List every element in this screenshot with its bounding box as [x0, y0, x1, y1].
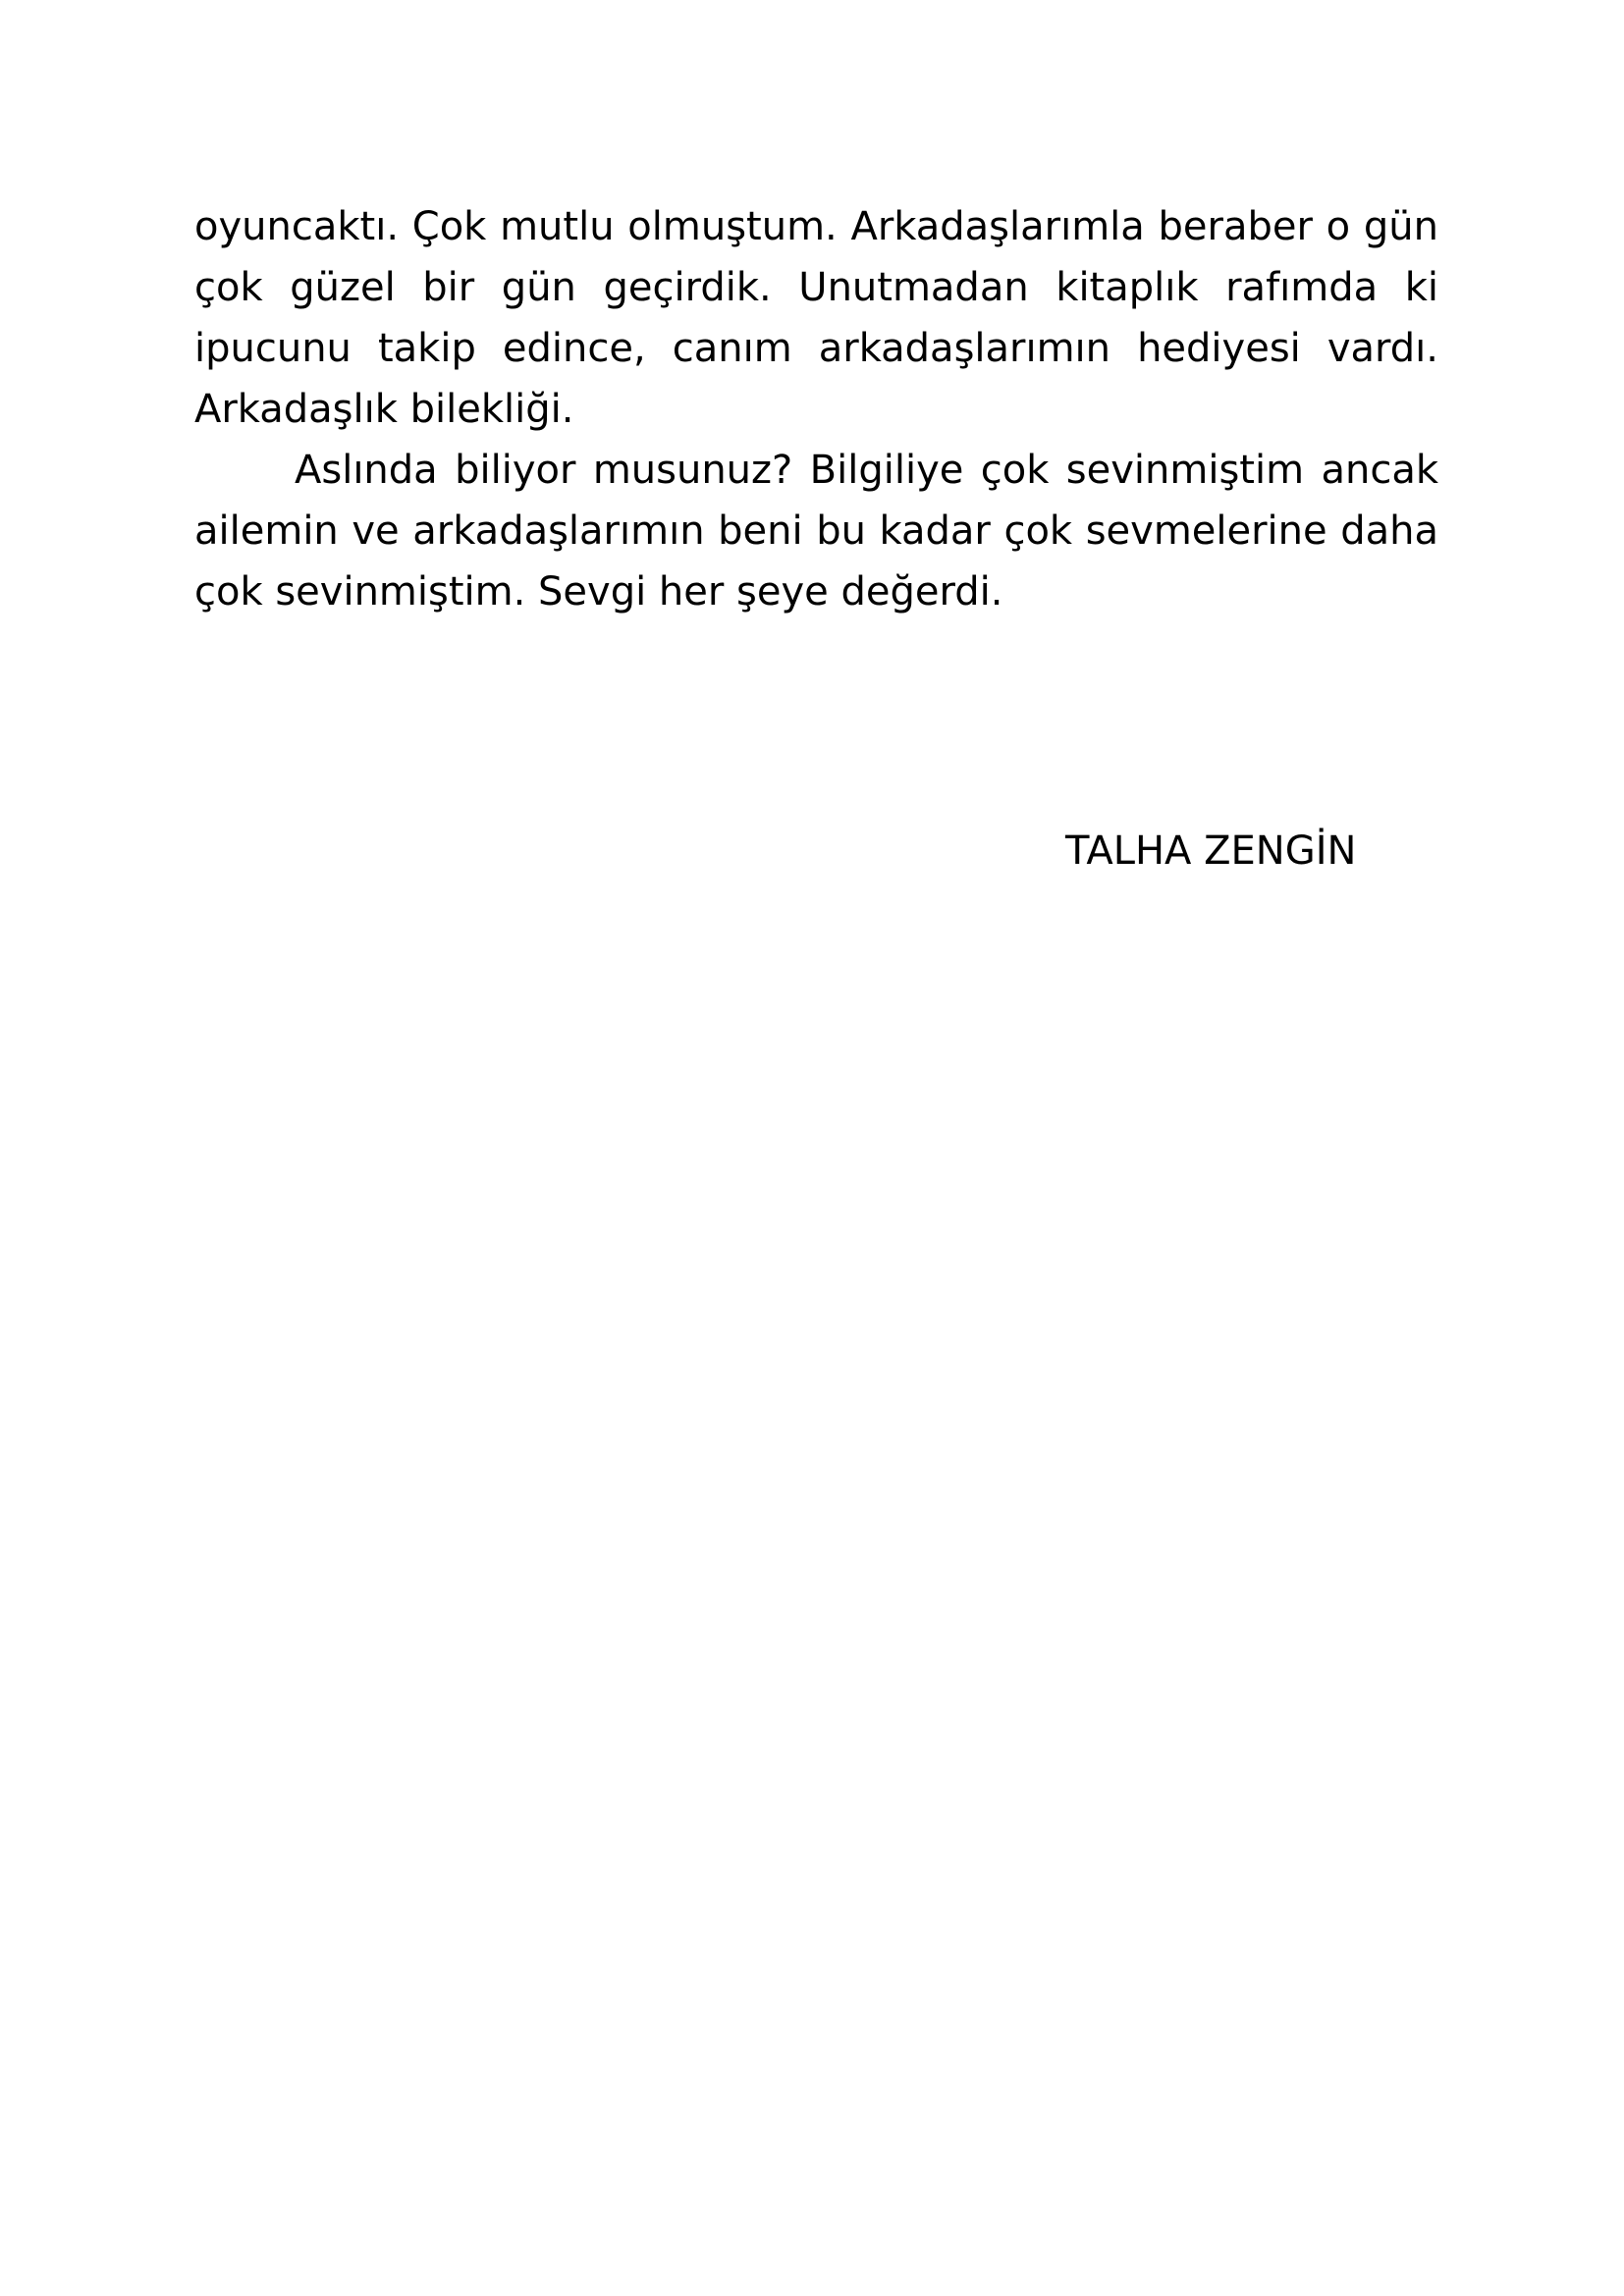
author-signature: TALHA ZENGİN — [1065, 828, 1357, 874]
paragraph-continuation: oyuncaktı. Çok mutlu olmuştum. Arkadaşlarımla beraber o gün çok güzel bir gün geçirdik. Unutmadan kitaplık rafımda ki ipucunu takip edince, canım arkadaşlarımın hediyesi vardı. Arkadaşlık bilekliği. — [194, 204, 1438, 432]
paragraph-closing: Aslında biliyor musunuz? Bilgiliye çok sevinmiştim ancak ailemin ve arkadaşlarımın beni bu kadar çok sevmelerine daha çok sevinmiştim. Sevgi her şeye değerdi. — [194, 448, 1438, 614]
story-text — [194, 196, 1438, 622]
